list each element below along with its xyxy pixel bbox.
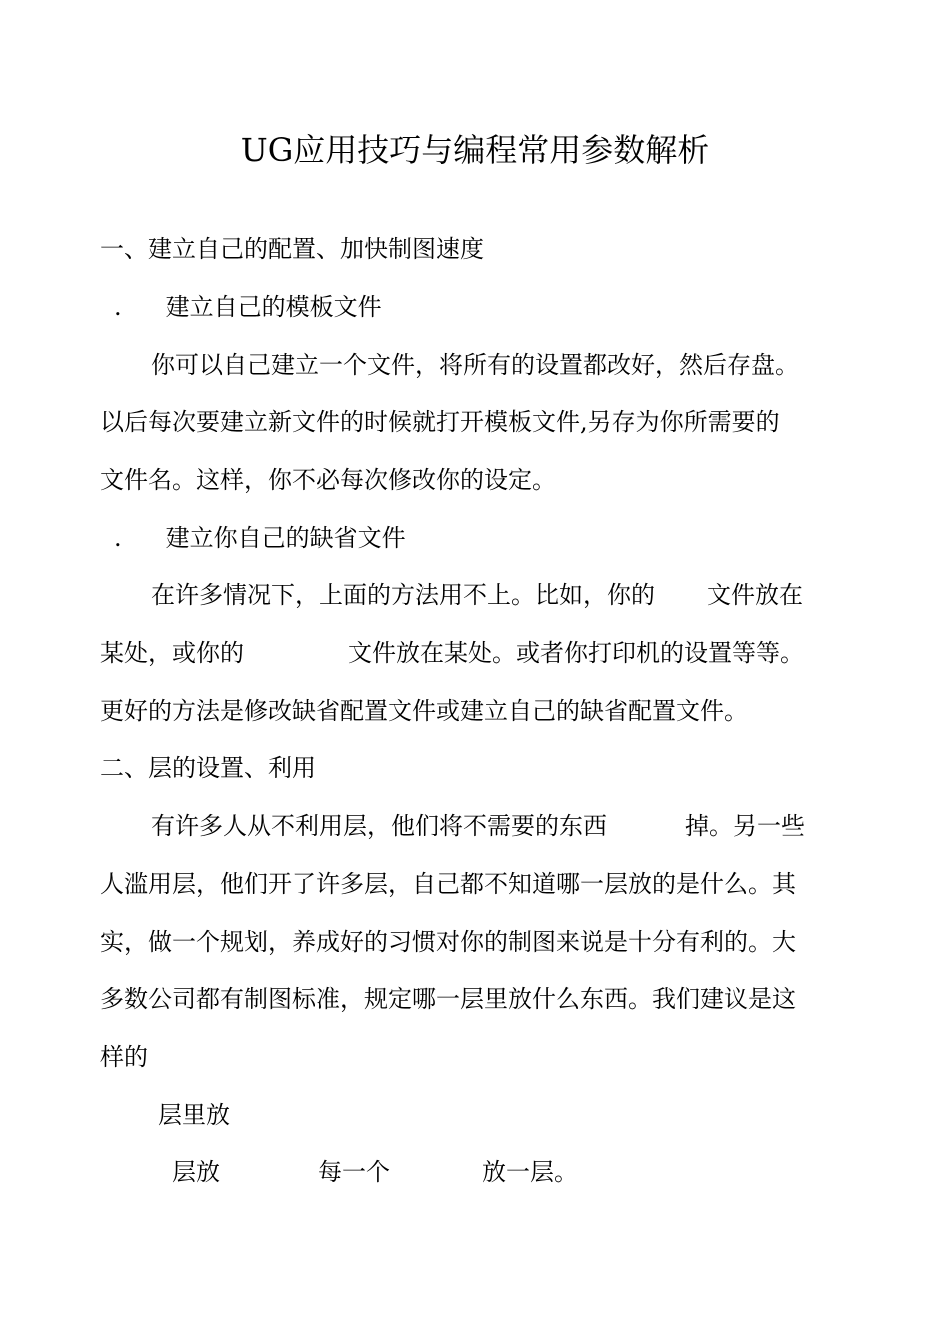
section1-para1-line2: 以后每次要建立新文件的时候就打开模板文件,另存为你所需要的 (100, 408, 780, 436)
list-item2-part-a: 层放 (172, 1158, 220, 1186)
section2-para1-line2: 人滥用层，他们开了许多层，自己都不知道哪一层放的是什么。其 (100, 870, 796, 898)
para2-line2-part-a: 某处，或你的 (100, 639, 244, 667)
section2-para1-line5: 样的 (100, 1043, 148, 1071)
item1-text: 建立自己的模板文件 (165, 293, 382, 321)
para2-line2-part-b: 文件放在某处。或者你打印机的设置等等。 (348, 639, 804, 667)
section2-list-item1: 层里放 (158, 1101, 230, 1129)
section2-line1-part-b: 掉。另一些 (685, 812, 805, 840)
para2-line1-part-a: 在许多情况下，上面的方法用不上。比如，你的 (151, 581, 655, 609)
item2-bullet: . (114, 524, 122, 552)
section1-item2 (114, 521, 406, 555)
section1-heading: 一、建立自己的配置、加快制图速度 (100, 235, 484, 263)
list-item2-part-b: 每一个 (318, 1158, 390, 1186)
section2-para1-line3: 实，做一个规划，养成好的习惯对你的制图来说是十分有利的。大 (100, 928, 796, 956)
section1-item1 (114, 290, 382, 324)
section2-list-item2 (172, 1155, 578, 1189)
document-title: UG应用技巧与编程常用参数解析 (240, 131, 710, 169)
section1-para2-line3: 更好的方法是修改缺省配置文件或建立自己的缺省配置文件。 (100, 697, 748, 725)
para2-line1-part-b: 文件放在 (707, 581, 803, 609)
section2-heading: 二、层的设置、利用 (100, 754, 316, 782)
item2-text: 建立你自己的缺省文件 (165, 524, 406, 552)
item1-bullet: . (114, 293, 122, 321)
section1-para1-line3: 文件名。这样，你不必每次修改你的设定。 (100, 466, 556, 494)
section2-line1-part-a: 有许多人从不利用层，他们将不需要的东西 (151, 812, 607, 840)
list-item2-part-c: 放一层。 (482, 1158, 578, 1186)
section2-para1-line4: 多数公司都有制图标准，规定哪一层里放什么东西。我们建议是这 (100, 985, 796, 1013)
section2-para1-line1 (151, 809, 805, 843)
section1-para2-line2 (100, 636, 804, 670)
section1-para2-line1 (151, 578, 803, 612)
section1-para1-line1: 你可以自己建立一个文件，将所有的设置都改好，然后存盘。 (151, 351, 799, 379)
